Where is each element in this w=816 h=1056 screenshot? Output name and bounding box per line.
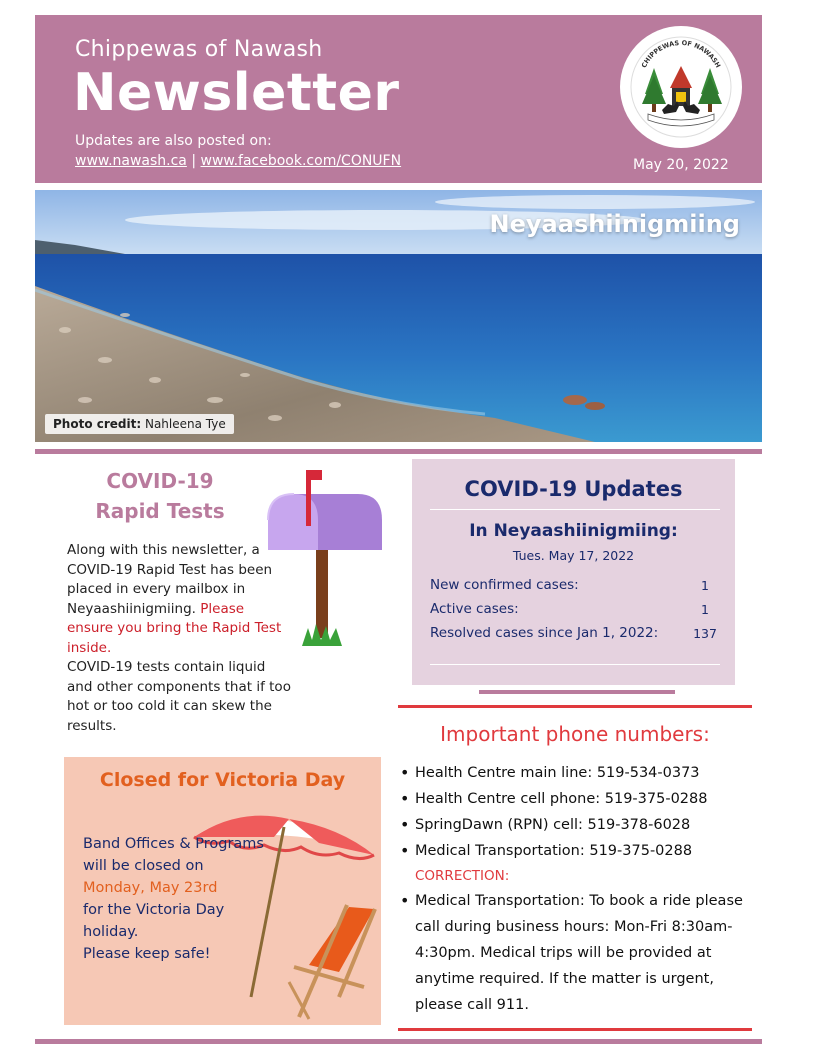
victoria-day-heading: Closed for Victoria Day <box>99 769 346 791</box>
correction-label: CORRECTION: <box>415 868 510 884</box>
photo-credit-label: Photo credit: <box>53 417 142 431</box>
updates-label: Updates are also posted on: <box>75 133 272 149</box>
section-divider <box>35 449 762 454</box>
rapid-tests-body <box>67 541 292 736</box>
stat-row <box>430 597 720 621</box>
covid-divider <box>430 664 720 665</box>
victoria-line1: Band Offices & Programs will be closed on <box>83 836 264 874</box>
phone-top-rule <box>398 705 752 708</box>
organization-name: Chippewas of Nawash <box>75 37 323 62</box>
bottom-divider <box>35 1039 762 1044</box>
nawash-website-link[interactable]: www.nawash.ca <box>75 153 187 169</box>
phone-item: • Health Centre main line: 519-534-0373 <box>398 760 752 786</box>
phone-item-correction: • Medical Transportation: To book a ride please call during business hours: Mon-Fri 8:30am-4:30pm. Medical trips will be provided at anytime required. If the matter is urgent, please call 911. <box>398 888 752 1018</box>
newsletter-date: May 20, 2022 <box>633 157 729 173</box>
stat-row <box>430 621 720 645</box>
phone-numbers-heading: Important phone numbers: <box>440 722 710 746</box>
newsletter-header <box>35 15 762 183</box>
covid-subheading: In Neyaashiinigmiing: <box>469 521 678 541</box>
stat-row <box>430 573 720 597</box>
facebook-link[interactable]: www.facebook.com/CONUFN <box>200 153 402 169</box>
covid-updates-panel <box>412 459 735 685</box>
victoria-line3: Please keep safe! <box>83 946 211 962</box>
covid-underline <box>479 690 675 694</box>
victoria-day-panel <box>64 757 381 1025</box>
victoria-day-body <box>83 833 273 965</box>
rapid-tests-note: COVID-19 tests contain liquid and other components that if too hot or too cold it can skew the results. <box>67 659 291 734</box>
stat-label: Active cases: <box>430 601 519 617</box>
rapid-tests-title <box>60 466 260 526</box>
stat-label: Resolved cases since Jan 1, 2022: <box>430 625 659 641</box>
victoria-date-highlight: Monday, May 23rd <box>83 880 218 896</box>
links-row <box>75 153 401 169</box>
stat-label: New confirmed cases: <box>430 577 579 593</box>
rapid-tests-title-line1: COVID-19 <box>106 469 214 493</box>
covid-date: Tues. May 17, 2022 <box>512 548 635 563</box>
rapid-tests-text: Along with this newsletter, a COVID-19 Rapid Test has been placed in every mailbox in Neyaashiinigmiing. <box>67 542 273 617</box>
rapid-tests-warning: Please ensure you bring the Rapid Test inside. <box>67 600 282 656</box>
nawash-logo <box>620 26 742 148</box>
phone-item: • SpringDawn (RPN) cell: 519-378-6028 <box>398 812 752 838</box>
stat-value: 1 <box>701 577 709 593</box>
photo-credit <box>45 414 234 434</box>
covid-stats <box>430 573 720 645</box>
stat-value: 137 <box>693 625 717 641</box>
newsletter-title: Newsletter <box>73 63 400 123</box>
lake-photo <box>35 190 762 442</box>
rapid-tests-title-line2: Rapid Tests <box>95 499 225 523</box>
phone-item: • Medical Transportation: 519-375-0288 <box>398 838 752 864</box>
logo-arc-text: CHIPPEWAS OF NAWASH <box>639 38 723 70</box>
place-name: Neyaashiinigmiing <box>489 210 740 238</box>
link-separator: | <box>186 153 201 169</box>
covid-divider <box>430 509 720 510</box>
stat-value: 1 <box>701 601 709 617</box>
photo-credit-name: Nahleena Tye <box>141 417 226 431</box>
victoria-line2: for the Victoria Day holiday. <box>83 902 225 940</box>
covid-updates-heading: COVID-19 Updates <box>464 477 683 501</box>
phone-item: • Health Centre cell phone: 519-375-0288 <box>398 786 752 812</box>
phone-list <box>398 760 752 1018</box>
phone-bottom-rule <box>398 1028 752 1031</box>
